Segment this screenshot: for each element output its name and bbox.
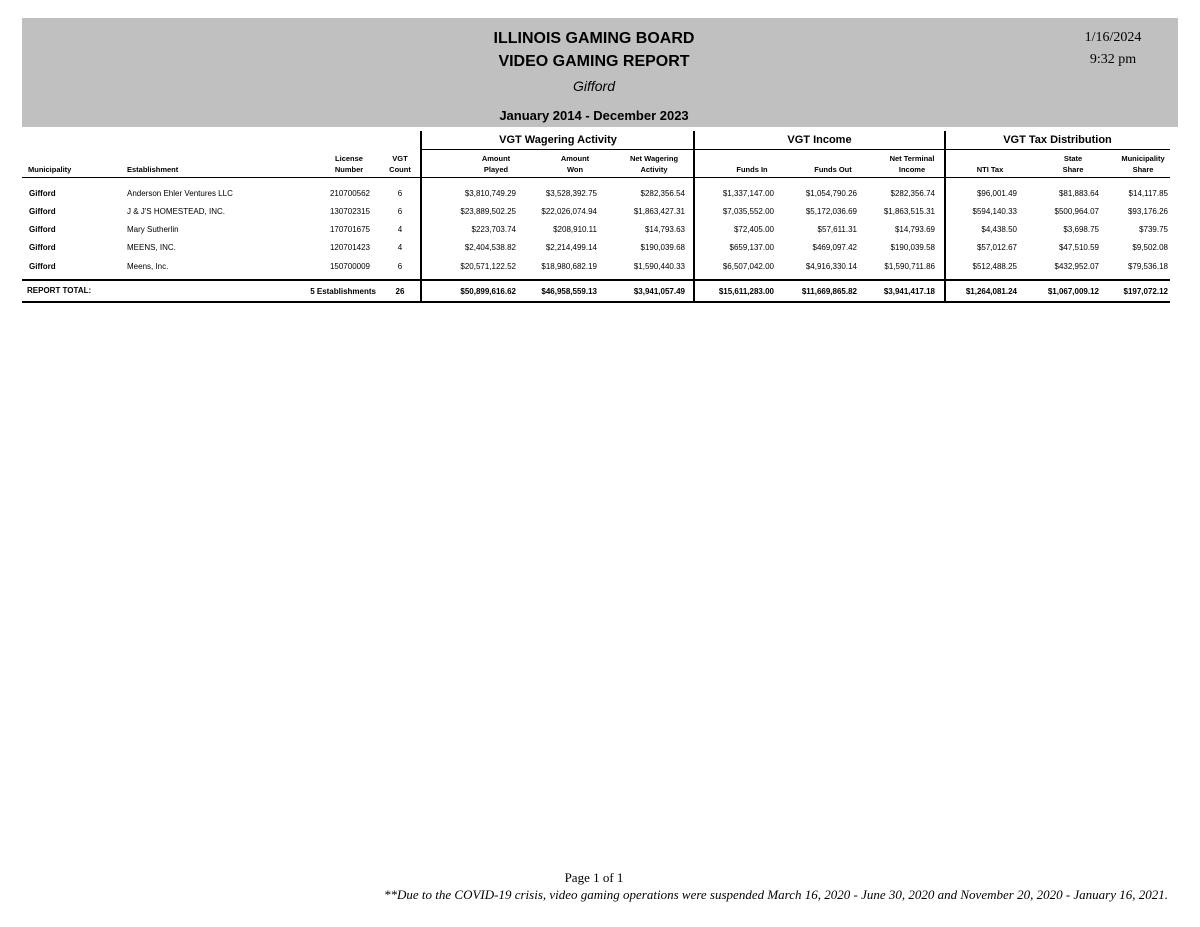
total-played: $50,899,616.62 bbox=[460, 287, 516, 296]
cell-net-wagering: $190,039.68 bbox=[640, 243, 685, 252]
col-municipality: Municipality bbox=[28, 165, 72, 174]
cell-played: $223,703.74 bbox=[471, 225, 516, 234]
col-license-line2: Number bbox=[334, 165, 364, 174]
cell-vgt: 4 bbox=[397, 243, 403, 252]
cell-state-share: $432,952.07 bbox=[1054, 262, 1099, 271]
cell-funds-out: $469,097.42 bbox=[812, 243, 857, 252]
cell-won: $22,026,074.94 bbox=[541, 207, 597, 216]
total-vgt: 26 bbox=[395, 287, 405, 296]
col-played-line1: Amount bbox=[481, 154, 511, 163]
cell-municipality: Gifford bbox=[29, 207, 56, 216]
cell-funds-in: $72,405.00 bbox=[733, 225, 774, 234]
cell-nti-tax: $512,488.25 bbox=[972, 262, 1017, 271]
total-muni-share: $197,072.12 bbox=[1123, 287, 1168, 296]
group-tax-distribution: VGT Tax Distribution bbox=[945, 131, 1170, 150]
cell-played: $23,889,502.25 bbox=[460, 207, 516, 216]
col-muni-line2: Share bbox=[1132, 165, 1154, 174]
covid-footnote: **Due to the COVID-19 crisis, video gaming operations were suspended March 16, 2020 - June 30, 2020 and November 20, 2020 - January 16, 2021. bbox=[384, 887, 1168, 902]
col-state-line2: Share bbox=[1062, 165, 1084, 174]
cell-license: 210700562 bbox=[329, 189, 370, 198]
cell-net-wagering: $282,356.54 bbox=[640, 189, 685, 198]
cell-nti-tax: $96,001.49 bbox=[976, 189, 1017, 198]
report-period: January 2014 - December 2023 bbox=[499, 108, 689, 123]
cell-nti: $1,590,711.86 bbox=[884, 262, 935, 271]
cell-establishment: J & J'S HOMESTEAD, INC. bbox=[127, 207, 225, 216]
cell-funds-out: $4,916,330.14 bbox=[805, 262, 857, 271]
col-amount-won bbox=[535, 153, 615, 175]
cell-won: $3,528,392.75 bbox=[545, 189, 597, 198]
col-won-line1: Amount bbox=[560, 154, 590, 163]
total-nti-tax: $1,264,081.24 bbox=[965, 287, 1017, 296]
cell-nti: $14,793.69 bbox=[894, 225, 935, 234]
cell-establishment: Mary Sutherlin bbox=[127, 225, 179, 234]
cell-played: $3,810,749.29 bbox=[464, 189, 516, 198]
col-muni-line1: Municipality bbox=[1121, 154, 1165, 163]
cell-nti-tax: $594,140.33 bbox=[972, 207, 1017, 216]
cell-municipality: Gifford bbox=[29, 189, 56, 198]
col-netwag-line2: Activity bbox=[640, 165, 668, 174]
report-time: 9:32 pm bbox=[1089, 52, 1137, 67]
col-net-wagering bbox=[614, 153, 694, 175]
total-won: $46,958,559.13 bbox=[541, 287, 597, 296]
col-license-number bbox=[323, 153, 375, 175]
col-funds-out: Funds Out bbox=[814, 165, 852, 174]
cell-won: $2,214,499.14 bbox=[545, 243, 597, 252]
col-vgt-line1: VGT bbox=[392, 154, 408, 163]
col-nti-line1: Net Terminal bbox=[889, 154, 935, 163]
total-state-share: $1,067,009.12 bbox=[1047, 287, 1099, 296]
cell-nti-tax: $57,012.67 bbox=[976, 243, 1017, 252]
report-municipality: Gifford bbox=[572, 78, 615, 94]
cell-funds-in: $6,507,042.00 bbox=[722, 262, 774, 271]
report-date: 1/16/2024 bbox=[1084, 30, 1142, 45]
cell-state-share: $81,883.64 bbox=[1058, 189, 1099, 198]
cell-funds-out: $1,054,790.26 bbox=[805, 189, 857, 198]
cell-nti-tax: $4,438.50 bbox=[981, 225, 1017, 234]
col-vgt-line2: Count bbox=[389, 165, 411, 174]
cell-muni-share: $739.75 bbox=[1139, 225, 1168, 234]
cell-municipality: Gifford bbox=[29, 243, 56, 252]
cell-municipality: Gifford bbox=[29, 225, 56, 234]
cell-net-wagering: $1,590,440.33 bbox=[633, 262, 685, 271]
cell-license: 130702315 bbox=[329, 207, 370, 216]
col-played-line2: Played bbox=[483, 165, 509, 174]
group-wagering-activity: VGT Wagering Activity bbox=[422, 131, 694, 150]
total-funds-in: $15,611,283.00 bbox=[718, 287, 774, 296]
cell-muni-share: $79,536.18 bbox=[1127, 262, 1168, 271]
cell-muni-share: $14,117.85 bbox=[1128, 189, 1168, 198]
col-municipality-share bbox=[1110, 153, 1176, 175]
cell-vgt: 4 bbox=[397, 225, 403, 234]
separator-wagering bbox=[420, 131, 422, 303]
cell-muni-share: $9,502.08 bbox=[1132, 243, 1168, 252]
header-rule bbox=[22, 177, 1170, 178]
cell-nti: $282,356.74 bbox=[890, 189, 935, 198]
col-state-line1: State bbox=[1063, 154, 1083, 163]
cell-nti: $1,863,515.31 bbox=[883, 207, 935, 216]
cell-played: $20,571,122.52 bbox=[460, 262, 516, 271]
total-top-rule bbox=[22, 279, 1170, 281]
cell-state-share: $3,698.75 bbox=[1063, 225, 1099, 234]
cell-funds-in: $659,137.00 bbox=[729, 243, 774, 252]
cell-state-share: $47,510.59 bbox=[1058, 243, 1099, 252]
col-vgt-count bbox=[385, 153, 415, 175]
cell-funds-in: $1,337,147.00 bbox=[722, 189, 774, 198]
col-amount-played bbox=[456, 153, 536, 175]
cell-muni-share: $93,176.26 bbox=[1127, 207, 1168, 216]
col-license-line1: License bbox=[335, 154, 363, 163]
cell-won: $208,910.11 bbox=[553, 225, 597, 234]
cell-municipality: Gifford bbox=[29, 262, 56, 271]
cell-license: 150700009 bbox=[329, 262, 370, 271]
cell-establishment: Anderson Ehler Ventures LLC bbox=[127, 189, 233, 198]
col-net-terminal-income bbox=[872, 153, 952, 175]
cell-establishment: MEENS, INC. bbox=[127, 243, 176, 252]
cell-played: $2,404,538.82 bbox=[464, 243, 516, 252]
cell-establishment: Meens, Inc. bbox=[127, 262, 169, 271]
cell-license: 120701423 bbox=[329, 243, 370, 252]
col-netwag-line1: Net Wagering bbox=[629, 154, 679, 163]
col-nti-tax: NTI Tax bbox=[976, 165, 1004, 174]
col-won-line2: Won bbox=[566, 165, 584, 174]
cell-funds-out: $5,172,036.69 bbox=[805, 207, 857, 216]
cell-state-share: $500,964.07 bbox=[1054, 207, 1099, 216]
total-establishments: 5 Establishments bbox=[310, 287, 376, 296]
cell-net-wagering: $1,863,427.31 bbox=[633, 207, 685, 216]
cell-funds-out: $57,611.31 bbox=[817, 225, 857, 234]
report-subtitle: VIDEO GAMING REPORT bbox=[498, 53, 690, 70]
total-net-wagering: $3,941,057.49 bbox=[633, 287, 685, 296]
cell-license: 170701675 bbox=[329, 225, 370, 234]
cell-vgt: 6 bbox=[397, 262, 403, 271]
cell-net-wagering: $14,793.63 bbox=[644, 225, 685, 234]
cell-won: $18,980,682.19 bbox=[541, 262, 597, 271]
cell-vgt: 6 bbox=[397, 207, 403, 216]
cell-vgt: 6 bbox=[397, 189, 403, 198]
total-funds-out: $11,669,865.82 bbox=[801, 287, 857, 296]
total-bottom-rule bbox=[22, 301, 1170, 303]
col-nti-line2: Income bbox=[898, 165, 926, 174]
col-funds-in: Funds In bbox=[736, 165, 768, 174]
col-establishment: Establishment bbox=[127, 165, 179, 174]
total-label: REPORT TOTAL: bbox=[27, 286, 92, 295]
page-number: Page 1 of 1 bbox=[564, 870, 624, 885]
col-state-share bbox=[1033, 153, 1113, 175]
cell-funds-in: $7,035,552.00 bbox=[722, 207, 774, 216]
cell-nti: $190,039.58 bbox=[890, 243, 935, 252]
group-vgt-income: VGT Income bbox=[694, 131, 945, 150]
report-title: ILLINOIS GAMING BOARD bbox=[493, 30, 695, 47]
total-nti: $3,941,417.18 bbox=[883, 287, 935, 296]
